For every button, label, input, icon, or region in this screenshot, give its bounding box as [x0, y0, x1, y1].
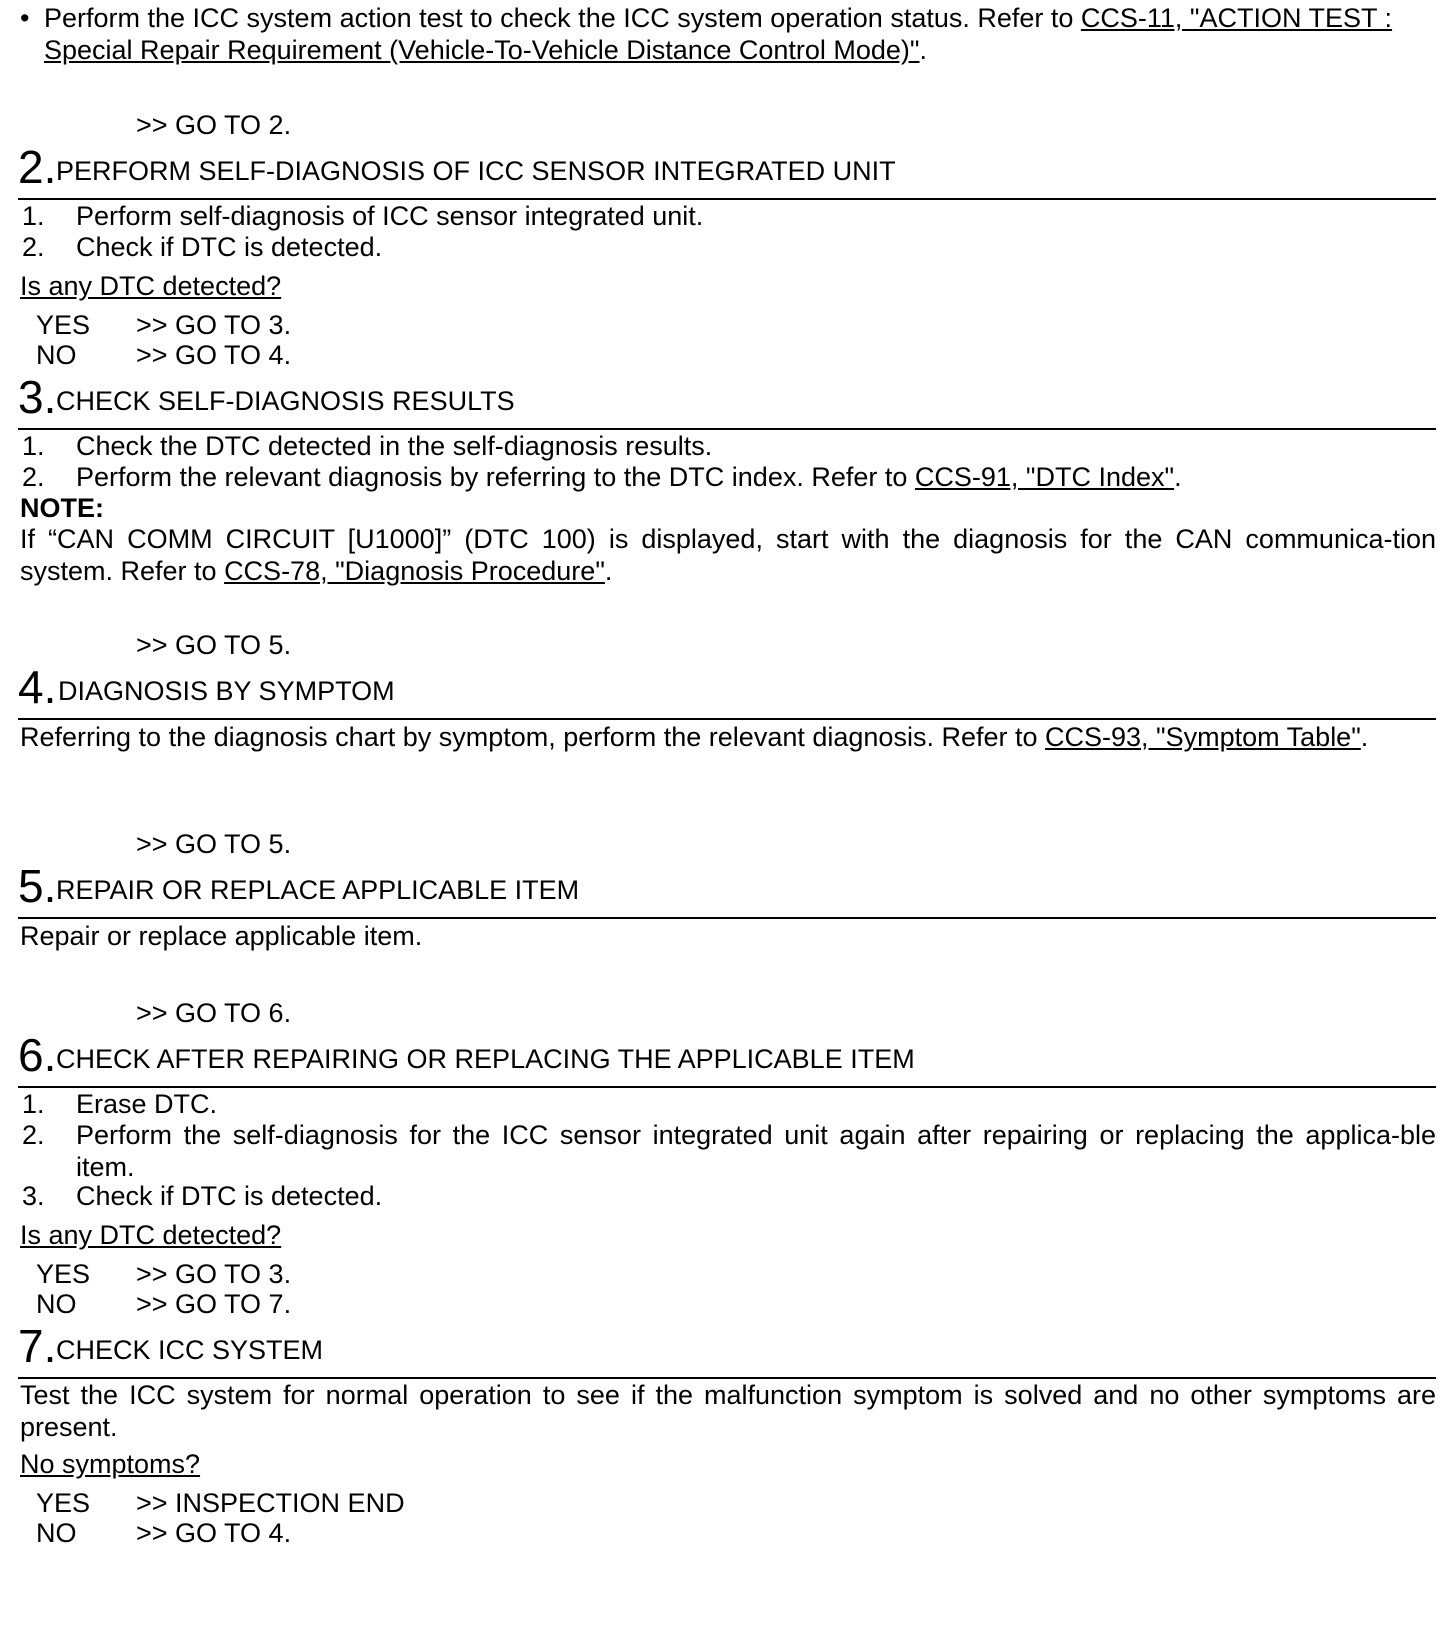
step-title: REPAIR OR REPLACE APPLICABLE ITEM: [56, 875, 580, 905]
step-number: 3.: [18, 371, 57, 423]
step-3-heading: [18, 372, 1436, 430]
step-title: CHECK ICC SYSTEM: [56, 1335, 324, 1365]
step-title: CHECK SELF-DIAGNOSIS RESULTS: [56, 386, 515, 416]
step-number: 2.: [18, 141, 57, 193]
step-title: DIAGNOSIS BY SYMPTOM: [58, 676, 395, 706]
step-2-heading: [18, 142, 1436, 200]
step-number: 7.: [18, 1320, 57, 1372]
symptom-table-link[interactable]: CCS-93, "Symptom Table": [1045, 722, 1361, 752]
step-6-heading: [18, 1030, 1436, 1088]
step-number: 5.: [18, 860, 57, 912]
no-symptoms-question-link[interactable]: No symptoms?: [20, 1449, 201, 1479]
step-5-heading: [18, 861, 1436, 919]
action-test-link[interactable]: CCS-11, "ACTION TEST : Special Repair Requirement (Vehicle-To-Vehicle Distance Control Mode)": [44, 3, 1393, 65]
diagnosis-procedure-link[interactable]: CCS-78, "Diagnosis Procedure": [224, 556, 605, 586]
note-text: If “CAN COMM CIRCUIT [U1000]” (DTC 100) is displayed, start with the diagnosis for the CAN communica-tion system. Refer to CCS-78, "Diagnosis Procedure".: [20, 524, 1436, 586]
step-4-text: Referring to the diagnosis chart by symptom, perform the relevant diagnosis. Refer to CCS-93, "Symptom Table".: [20, 722, 1369, 752]
goto-line: >> GO TO 5.: [136, 630, 292, 660]
step-title: PERFORM SELF-DIAGNOSIS OF ICC SENSOR INTEGRATED UNIT: [56, 156, 896, 186]
step-4-heading: [18, 662, 1436, 720]
bullet-marker: •: [20, 3, 30, 33]
intro-text: Perform the ICC system action test to check the ICC system operation status. Refer to CCS-11, "ACTION TEST : Special Repair Requirement (Vehicle-To-Vehicle Distance Control Mode)".: [44, 3, 1393, 65]
step-title: CHECK AFTER REPAIRING OR REPLACING THE APPLICABLE ITEM: [56, 1044, 915, 1074]
goto-line: >> GO TO 5.: [136, 829, 292, 859]
dtc-question-link[interactable]: Is any DTC detected?: [20, 271, 282, 301]
goto-line: >> GO TO 2.: [136, 110, 292, 140]
note-label: NOTE:: [20, 493, 104, 523]
step-5-text: Repair or replace applicable item.: [20, 921, 423, 951]
dtc-question-link[interactable]: Is any DTC detected?: [20, 1220, 282, 1250]
step-number: 6.: [18, 1029, 57, 1081]
goto-line: >> GO TO 6.: [136, 998, 292, 1028]
step-number: 4.: [18, 661, 57, 713]
dtc-index-link[interactable]: CCS-91, "DTC Index": [914, 462, 1175, 492]
step-7-heading: [18, 1321, 1436, 1379]
step-7-text: Test the ICC system for normal operation to see if the malfunction symptom is solved and no other symptoms are present.: [20, 1380, 1436, 1442]
